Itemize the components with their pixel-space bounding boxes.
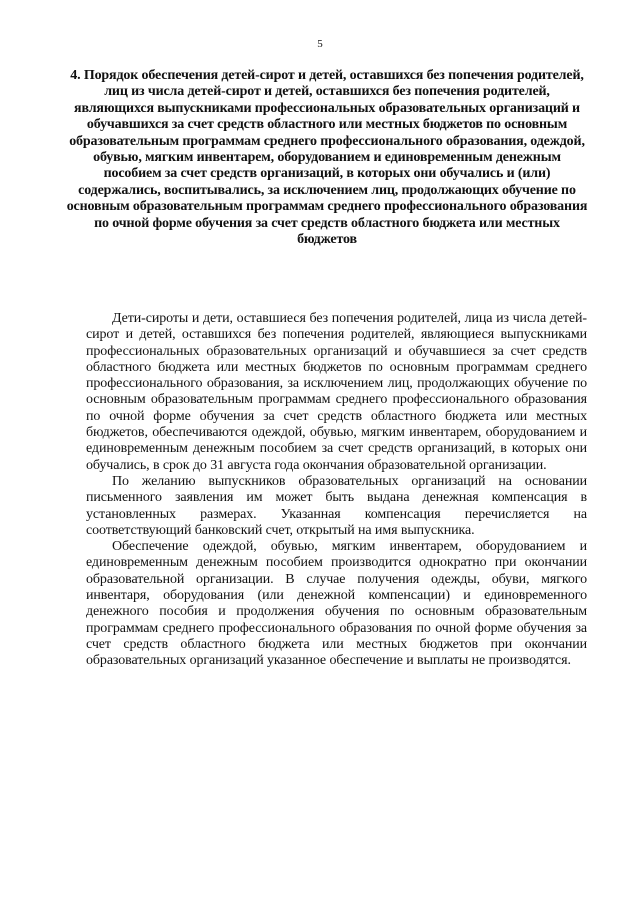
paragraph-monetary-compensation: По желанию выпускников образовательных организаций на основании письменного заявления им может быть выдана денежная компенсация в установленных размерах. Указанная компенсация перечисляется на соответствующий банковский счет, открытый на имя выпускника. <box>86 473 587 538</box>
paragraph-orphans-provision: Дети-сироты и дети, оставшиеся без попечения родителей, лица из числа детей-сирот и детей, оставшихся без попечения родителей, являющиеся выпускниками профессиональных образовательных организаций и обучавшиеся за счет средств областного бюджета или местных бюджетов по основным программам среднего профессионального образования, за исключением лиц, продолжающих обучение по основным образовательным программам среднего профессионального образования по очной форме обучения за счет средств областного бюджета или местных бюджетов, обеспечиваются одеждой, обувью, мягким инвентарем, оборудованием и единовременным денежным пособием за счет средств организаций, в которых они обучались, в срок до 31 августа года окончания образовательной организации. <box>86 311 587 473</box>
section-heading: 4. Порядок обеспечения детей-сирот и детей, оставшихся без попечения родителей, лиц из числа детей-сирот и детей, оставшихся без попечения родителей, являющихся выпускниками профессиональных образовательных организаций и обучавшихся за счет средств областного или местных бюджетов по основным образовательным программам среднего профессионального образования, одеждой, обувью, мягким инвентарем, оборудованием и единовременным денежным пособием за счет средств организаций, в которых они обучались и (или) содержались, воспитывались, за исключением лиц, продолжающих обучение по основным образовательным программам среднего профессионального образования по очной форме обучения за счет средств областного бюджета или местных бюджетов <box>66 68 588 248</box>
section-body <box>86 311 587 670</box>
page-number: 5 <box>317 38 323 50</box>
paragraph-one-time-provision: Обеспечение одеждой, обувью, мягким инвентарем, оборудованием и единовременным денежным пособием производится однократно при окончании образовательной организации. В случае получения одежды, обуви, мягкого инвентаря, оборудования (или денежной компенсации) и единовременного денежного пособия и продолжения обучения по основным образовательным программам среднего профессионального образования по очной форме обучения за счет средств областного бюджета или местных бюджетов при окончании образовательных организаций указанное обеспечение и выплаты не производятся. <box>86 539 587 669</box>
